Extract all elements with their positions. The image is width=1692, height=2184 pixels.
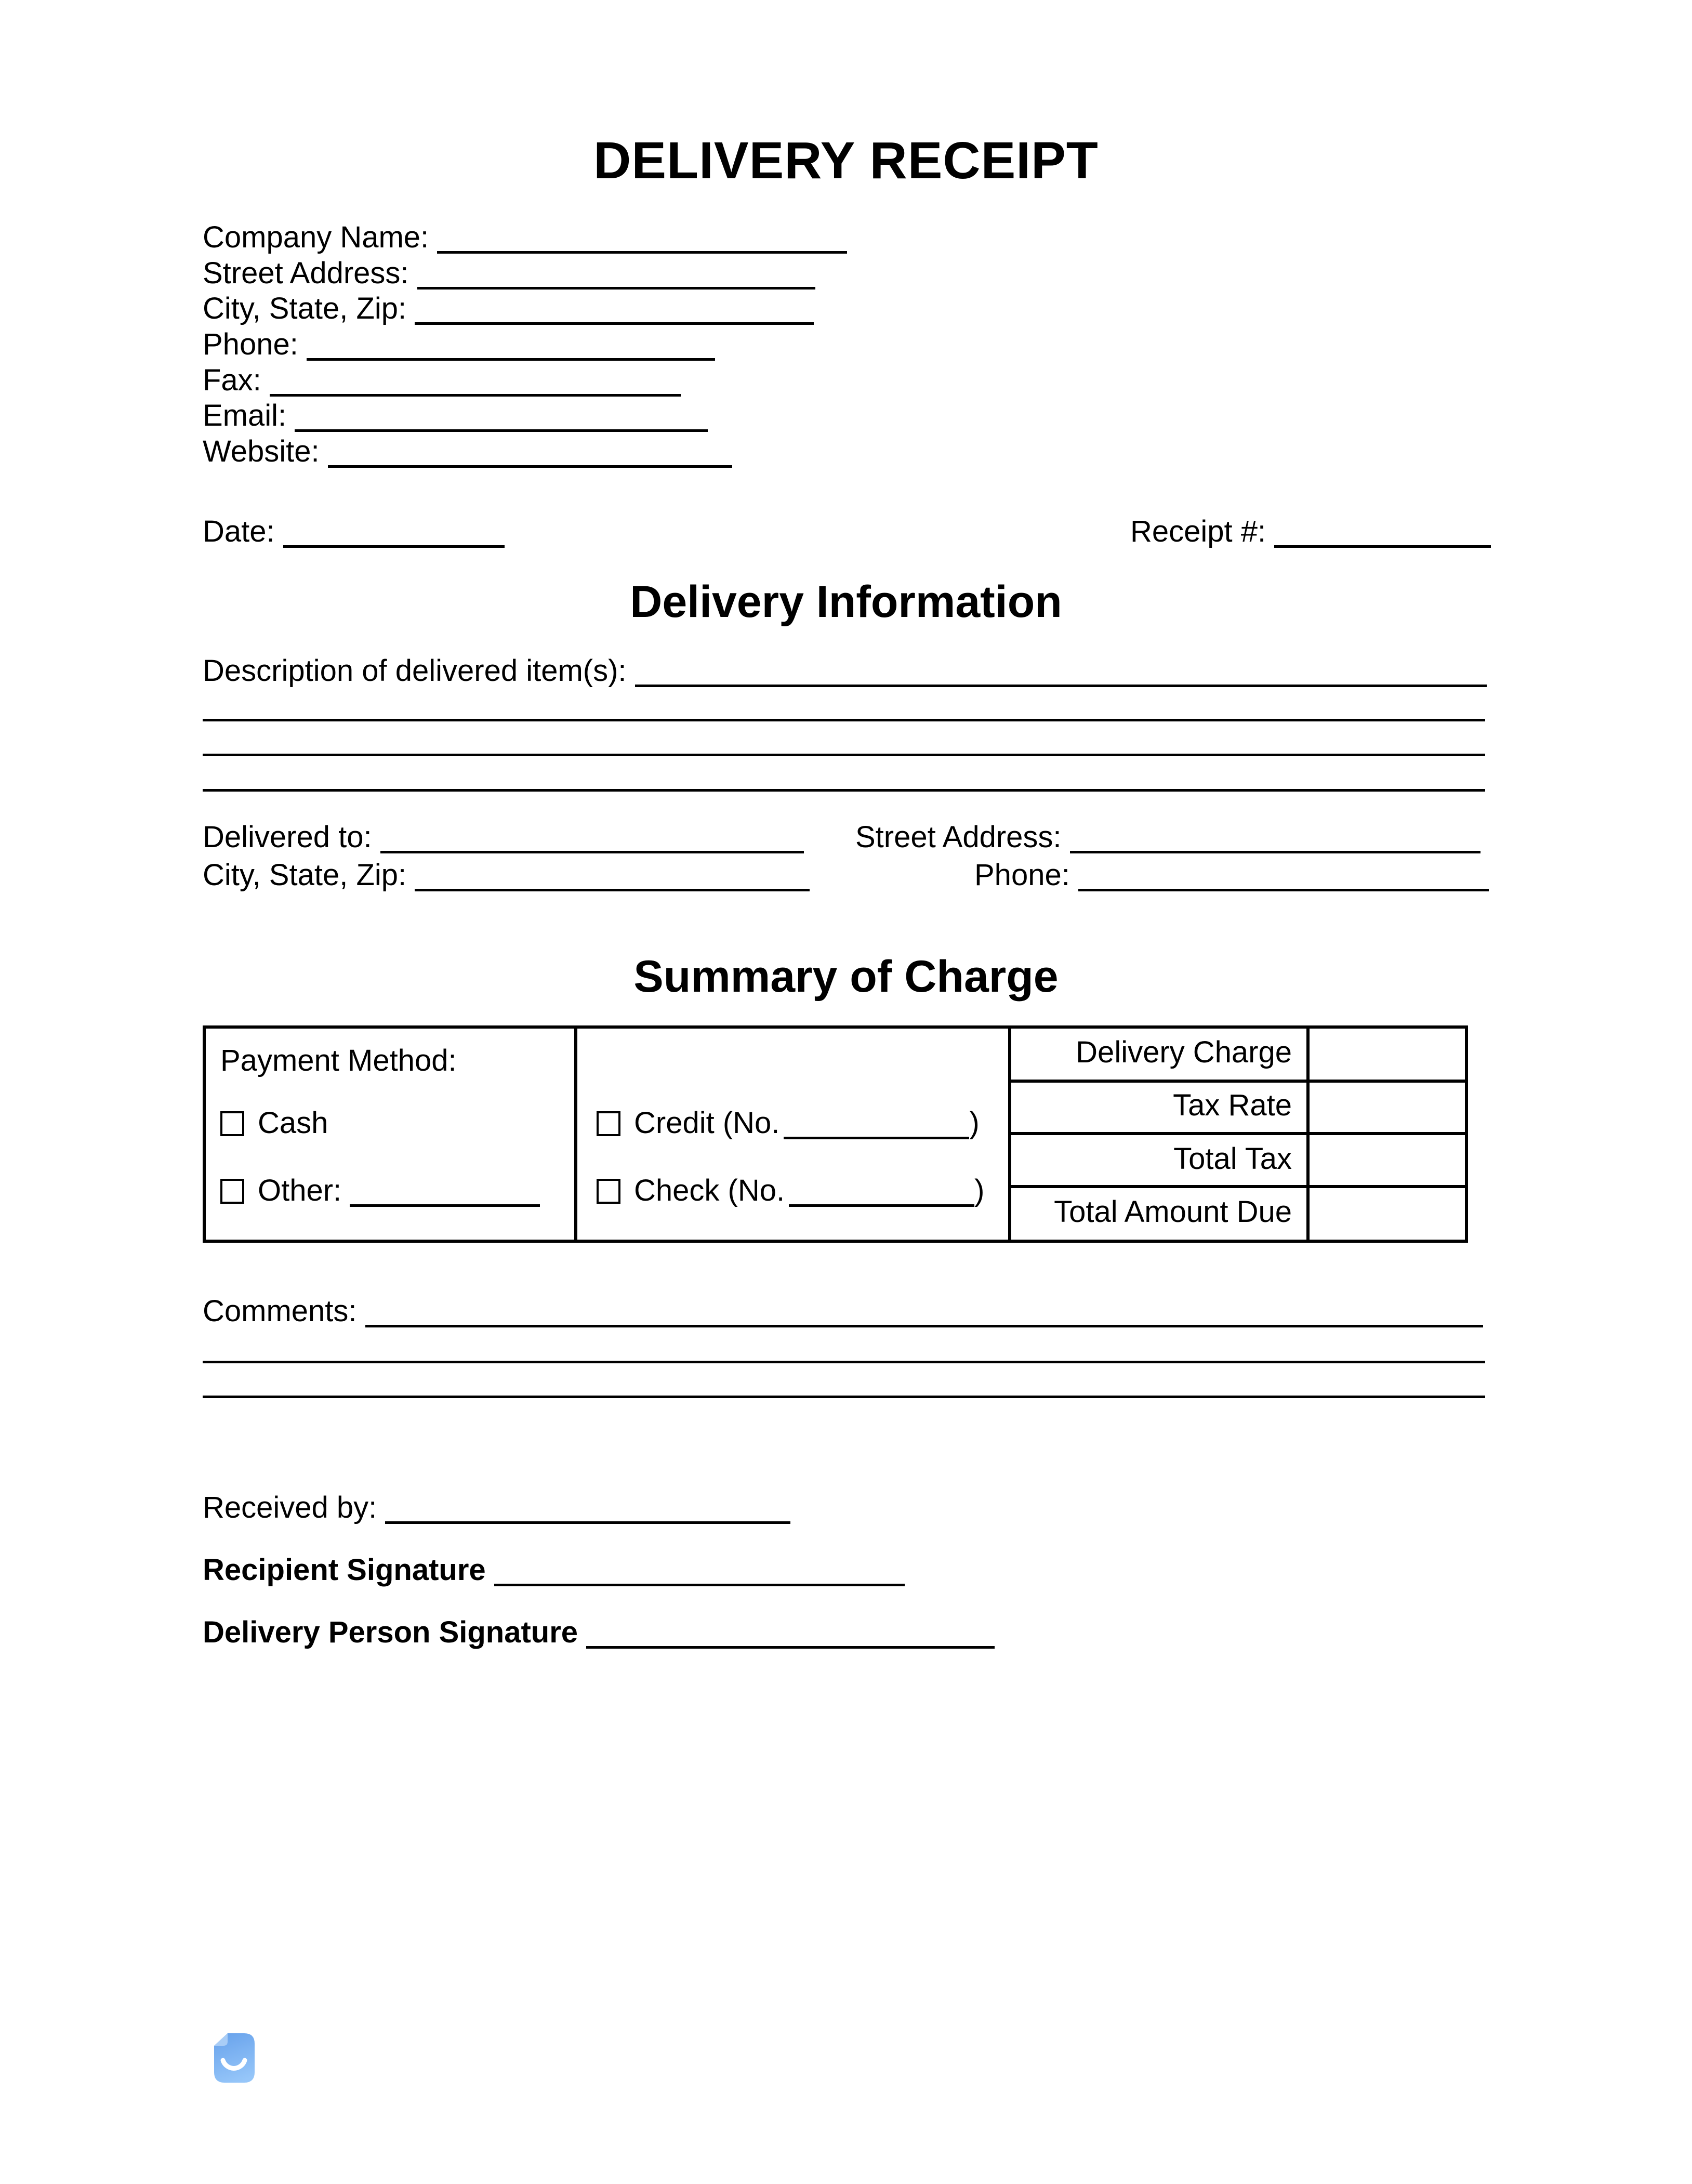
- comments-line-3[interactable]: [203, 1396, 1485, 1398]
- eforms-document-smile-logo: [214, 2033, 255, 2083]
- received-by-line[interactable]: [385, 1521, 790, 1524]
- recipient-signature-line[interactable]: [494, 1584, 905, 1586]
- description-row: [203, 654, 1487, 688]
- street-address-row: [203, 256, 815, 291]
- check-option: [597, 1174, 984, 1208]
- description-line-4[interactable]: [203, 789, 1485, 792]
- credit-option: [597, 1106, 980, 1140]
- delivery-city-state-zip-label: City, State, Zip:: [203, 858, 407, 892]
- description-line-2[interactable]: [203, 719, 1485, 721]
- comments-label: Comments:: [203, 1294, 357, 1328]
- company-name-row: [203, 220, 847, 255]
- email-line[interactable]: [295, 429, 708, 432]
- check-checkbox[interactable]: [597, 1179, 620, 1204]
- delivery-city-state-zip-line[interactable]: [415, 889, 810, 891]
- total-amount-due-value-cell[interactable]: [1310, 1188, 1465, 1240]
- website-row: [203, 435, 732, 469]
- check-label: Check (No.: [634, 1174, 785, 1207]
- delivery-phone-label: Phone:: [974, 858, 1070, 892]
- date-line[interactable]: [283, 545, 505, 548]
- delivery-information-heading: Delivery Information: [630, 577, 1062, 627]
- received-by-label: Received by:: [203, 1491, 377, 1524]
- page-title: DELIVERY RECEIPT: [593, 131, 1099, 190]
- credit-checkbox[interactable]: [597, 1111, 620, 1136]
- phone-label: Phone:: [203, 327, 298, 361]
- other-label: Other:: [258, 1174, 342, 1207]
- delivery-phone-row: [974, 858, 1489, 892]
- company-name-label: Company Name:: [203, 220, 429, 254]
- fax-line[interactable]: [270, 394, 681, 397]
- description-line-1[interactable]: [635, 685, 1487, 687]
- street-address-line[interactable]: [417, 287, 815, 290]
- logo-svg: [214, 2033, 255, 2083]
- credit-number-line[interactable]: [784, 1137, 969, 1139]
- cash-option: [220, 1106, 328, 1140]
- email-label: Email:: [203, 399, 287, 432]
- table-divider-1: [574, 1029, 577, 1240]
- description-line-3[interactable]: [203, 754, 1485, 756]
- delivery-person-signature-row: [203, 1615, 995, 1650]
- website-label: Website:: [203, 435, 320, 468]
- company-name-line[interactable]: [437, 251, 847, 254]
- total-tax-value-cell[interactable]: [1310, 1135, 1465, 1185]
- fax-label: Fax:: [203, 363, 261, 397]
- comments-line-2[interactable]: [203, 1361, 1485, 1363]
- cash-checkbox[interactable]: [220, 1111, 244, 1136]
- delivery-charge-label: Delivery Charge: [1076, 1035, 1292, 1069]
- recipient-signature-label: Recipient Signature: [203, 1553, 486, 1587]
- tax-rate-label: Tax Rate: [1173, 1088, 1292, 1122]
- date-row: [203, 515, 505, 549]
- summary-of-charge-table: [203, 1025, 1468, 1243]
- delivery-person-signature-line[interactable]: [586, 1646, 995, 1649]
- city-state-zip-line[interactable]: [415, 322, 814, 325]
- fax-row: [203, 363, 681, 398]
- check-number-line[interactable]: [789, 1204, 974, 1207]
- other-option: [220, 1174, 540, 1208]
- comments-line-1[interactable]: [365, 1325, 1483, 1327]
- credit-close-paren: ): [969, 1106, 980, 1140]
- email-row: [203, 399, 708, 433]
- delivery-street-address-row: [855, 820, 1481, 854]
- date-label: Date:: [203, 515, 275, 548]
- phone-row: [203, 327, 715, 362]
- city-state-zip-row: [203, 292, 814, 326]
- website-line[interactable]: [328, 465, 732, 468]
- delivery-street-address-label: Street Address:: [855, 820, 1062, 854]
- other-checkbox[interactable]: [220, 1179, 244, 1204]
- city-state-zip-label: City, State, Zip:: [203, 292, 407, 325]
- delivery-street-address-line[interactable]: [1070, 851, 1481, 853]
- delivery-phone-line[interactable]: [1078, 889, 1489, 891]
- delivered-to-line[interactable]: [380, 851, 804, 853]
- comments-row: [203, 1294, 1483, 1328]
- payment-method-label: Payment Method:: [220, 1044, 457, 1077]
- total-amount-due-label: Total Amount Due: [1054, 1195, 1292, 1229]
- credit-label: Credit (No.: [634, 1106, 780, 1140]
- delivery-charge-value-cell[interactable]: [1310, 1032, 1465, 1080]
- summary-of-charge-heading: Summary of Charge: [633, 952, 1059, 1002]
- receipt-number-row: [1130, 515, 1491, 549]
- delivery-city-state-zip-row: [203, 858, 810, 892]
- check-close-paren: ): [974, 1174, 985, 1207]
- received-by-row: [203, 1491, 790, 1525]
- recipient-signature-row: [203, 1553, 905, 1587]
- description-label: Description of delivered item(s):: [203, 654, 627, 688]
- receipt-number-line[interactable]: [1274, 545, 1491, 548]
- delivered-to-label: Delivered to:: [203, 820, 372, 854]
- other-line[interactable]: [350, 1204, 540, 1207]
- total-tax-label: Total Tax: [1173, 1142, 1292, 1176]
- street-address-label: Street Address:: [203, 256, 409, 290]
- receipt-number-label: Receipt #:: [1130, 515, 1266, 548]
- cash-label: Cash: [258, 1106, 328, 1140]
- tax-rate-value-cell[interactable]: [1310, 1083, 1465, 1132]
- phone-line[interactable]: [307, 358, 715, 361]
- delivery-person-signature-label: Delivery Person Signature: [203, 1615, 578, 1649]
- delivered-to-row: [203, 820, 804, 854]
